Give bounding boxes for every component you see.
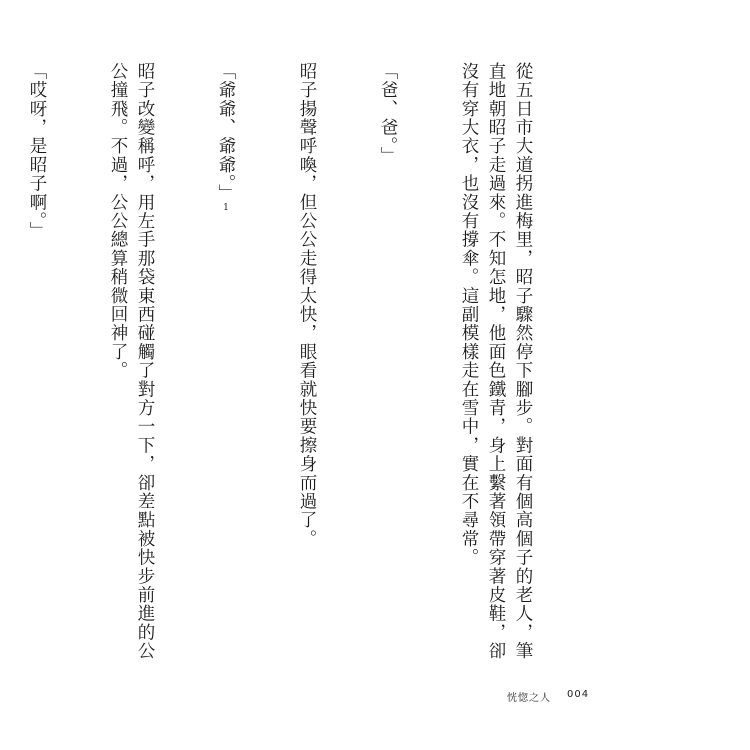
running-title: 恍惚之人 (507, 693, 551, 704)
page-number: 004 (567, 689, 590, 700)
paragraph: 昭子改變稱呼，用左手那袋東西碰觸了對方一下，卻差點被快步前進的公公撞飛。不過，公公總算稍微回神了。 (108, 62, 155, 661)
paragraph: 「哎呀，是昭子啊。」 (27, 62, 47, 241)
paragraph (212, 62, 239, 662)
paragraph-text: 「爺爺、爺爺。」 (216, 62, 236, 203)
paragraph: 「爸、爸。」 (378, 62, 398, 166)
paragraph: 昭子揚聲呼喚，但公公走得太快，眼看就快要擦身而過了。 (297, 62, 317, 549)
page-footer (507, 689, 589, 704)
footnote-marker: 1 (221, 202, 231, 213)
body-text (0, 62, 590, 662)
paragraph: 從五日市大道拐進梅里，昭子驟然停下腳步。對面有個高個子的老人，筆直地朝昭子走過來。不知怎地，他面色鐵青，身上繫著領帶穿著皮鞋，卻沒有穿大衣，也沒有撐傘。這副模樣走在雪中，實在不尋常。 (459, 62, 533, 661)
